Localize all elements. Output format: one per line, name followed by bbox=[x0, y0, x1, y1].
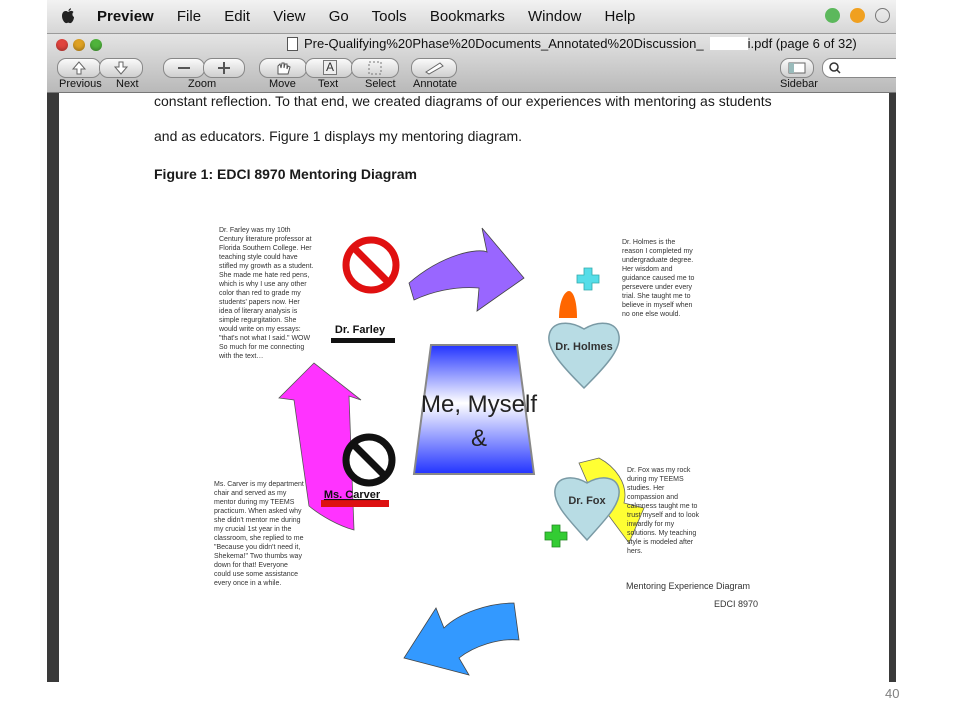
text-tool-button[interactable] bbox=[305, 58, 353, 78]
menu-bookmarks[interactable]: Bookmarks bbox=[429, 8, 505, 25]
no-sign-black-icon bbox=[346, 437, 392, 483]
fox-line: studies. Her bbox=[627, 485, 665, 492]
carver-line: could use some assistance bbox=[214, 571, 299, 578]
farley-line: stifled my growth as a student. bbox=[219, 263, 314, 270]
text-label: Text bbox=[318, 78, 339, 90]
annotate-button[interactable] bbox=[411, 58, 457, 78]
fox-line: trust myself and to look bbox=[627, 512, 699, 519]
fox-line: style is modeled after bbox=[627, 539, 694, 546]
holmes-line: believe in myself when bbox=[622, 302, 693, 309]
fox-line: Dr. Fox was my rock bbox=[627, 467, 691, 474]
heart-holmes bbox=[549, 323, 619, 388]
zoom-in-button[interactable] bbox=[203, 58, 245, 78]
heart-fox bbox=[555, 478, 619, 540]
previous-label: Previous bbox=[59, 78, 102, 90]
carver-line: practicum. When asked why bbox=[214, 508, 302, 515]
select-grid-icon bbox=[352, 59, 398, 77]
fox-line: calmness taught me to bbox=[627, 503, 698, 510]
sidebar-label: Sidebar bbox=[780, 78, 818, 90]
fox-label: Dr. Fox bbox=[568, 495, 606, 507]
menu-status-area bbox=[825, 8, 890, 23]
body-line-2: and as educators. Figure 1 displays my mentoring diagram. bbox=[154, 128, 523, 144]
arrow-down-icon bbox=[100, 59, 142, 77]
farley-description bbox=[218, 227, 314, 360]
zoom-label: Zoom bbox=[188, 78, 217, 90]
window-controls bbox=[56, 39, 102, 51]
purple-arrow bbox=[409, 228, 524, 311]
holmes-line: no one else would. bbox=[622, 311, 681, 318]
carver-underline bbox=[321, 500, 389, 507]
figure-caption: Figure 1: EDCI 8970 Mentoring Diagram bbox=[154, 166, 417, 182]
next-label: Next bbox=[116, 78, 139, 90]
zoom-window-button[interactable] bbox=[90, 39, 102, 51]
farley-line: So much for me connecting bbox=[219, 344, 305, 351]
plus-icon bbox=[204, 59, 244, 77]
farley-line: would write on my essays: bbox=[219, 326, 301, 333]
farley-line: students' papers now. Her bbox=[219, 299, 300, 306]
farley-label: Dr. Farley bbox=[334, 324, 386, 336]
farley-line: idea of literary analysis is bbox=[219, 308, 298, 315]
blue-arrow bbox=[404, 603, 519, 675]
menu-window[interactable]: Window bbox=[528, 8, 582, 25]
carver-line: Shekema!" Two thumbs way bbox=[214, 553, 302, 560]
farley-underline bbox=[331, 338, 395, 343]
farley-line: "that's not what I said." WOW bbox=[219, 335, 311, 342]
menu-help[interactable]: Help bbox=[604, 8, 636, 25]
move-tool-button[interactable] bbox=[259, 58, 307, 78]
carver-description bbox=[214, 481, 304, 587]
menu-app-name[interactable]: Preview bbox=[97, 8, 154, 25]
farley-line: with the text… bbox=[219, 353, 264, 360]
holmes-line: Dr. Holmes is the bbox=[622, 239, 676, 246]
farley-line: Dr. Farley was my 10th bbox=[219, 227, 291, 234]
hand-icon bbox=[260, 59, 306, 77]
carver-line: "Because you didn't need it, bbox=[214, 544, 301, 551]
holmes-line: reason I completed my bbox=[622, 248, 693, 255]
fox-line: during my TEEMS bbox=[627, 476, 684, 483]
holmes-line: Her wisdom and bbox=[622, 266, 673, 273]
minimize-window-button[interactable] bbox=[73, 39, 85, 51]
body-line-1: constant reflection. To that end, we created diagrams of our experiences with mentoring as students bbox=[154, 93, 772, 109]
mentoring-diagram bbox=[59, 188, 889, 682]
holmes-line: trial. She taught me to bbox=[622, 293, 691, 300]
holmes-line: guidance caused me to bbox=[622, 275, 695, 282]
status-check-icon[interactable] bbox=[825, 8, 840, 23]
fox-line: compassion and bbox=[627, 494, 678, 501]
sidebar-icon bbox=[781, 59, 813, 77]
carver-line: mentor during my TEEMS bbox=[214, 499, 295, 506]
carver-line: down for that! Everyone bbox=[214, 562, 288, 569]
cyan-plus-icon bbox=[577, 268, 599, 290]
farley-line: teaching style could have bbox=[219, 254, 298, 261]
search-icon bbox=[827, 60, 843, 76]
holmes-label: Dr. Holmes bbox=[555, 341, 613, 353]
menu-bar bbox=[47, 0, 896, 34]
fox-line: solutions. My teaching bbox=[627, 530, 697, 537]
carver-line: every once in a while. bbox=[214, 580, 282, 587]
redacted-block bbox=[710, 37, 748, 50]
minus-icon bbox=[164, 59, 204, 77]
window-toolbar bbox=[47, 34, 896, 93]
next-button[interactable] bbox=[99, 58, 143, 78]
sidebar-button[interactable] bbox=[780, 58, 814, 78]
orange-shape bbox=[559, 291, 577, 318]
select-label: Select bbox=[365, 78, 396, 90]
farley-line: She made me hate red pens, bbox=[219, 272, 310, 279]
preview-window bbox=[47, 0, 896, 682]
pencil-icon bbox=[412, 59, 456, 77]
carver-line: she didn't mentor me during bbox=[214, 517, 301, 524]
carver-line: Ms. Carver is my department bbox=[214, 481, 304, 488]
farley-line: color than red to grade my bbox=[219, 290, 301, 297]
holmes-line: persevere under every bbox=[622, 284, 693, 291]
arrow-up-icon bbox=[58, 59, 100, 77]
move-label: Move bbox=[269, 78, 296, 90]
window-title bbox=[287, 36, 857, 51]
menu-go[interactable]: Go bbox=[328, 8, 349, 25]
document-icon bbox=[287, 37, 298, 51]
diagram-footer-course: EDCI 8970 bbox=[714, 599, 759, 609]
holmes-description bbox=[622, 239, 694, 318]
menu-tools[interactable]: Tools bbox=[371, 8, 407, 25]
time-machine-icon[interactable] bbox=[875, 8, 890, 23]
no-sign-red-icon bbox=[346, 240, 396, 290]
holmes-line: undergraduate degree. bbox=[622, 257, 694, 264]
carver-line: classroom, she replied to me bbox=[214, 535, 304, 542]
annotate-label: Annotate bbox=[413, 78, 458, 90]
farley-line: Florida Southern College. Her bbox=[219, 245, 312, 252]
fox-line: inwardly for my bbox=[627, 521, 675, 528]
carver-line: my crucial 1st year in the bbox=[214, 526, 292, 533]
carver-label: Ms. Carver bbox=[323, 489, 381, 501]
green-plus-icon bbox=[545, 525, 567, 547]
apple-icon[interactable] bbox=[61, 8, 75, 24]
title-end: i.pdf (page 6 of 32) bbox=[747, 36, 857, 51]
pdf-page[interactable] bbox=[59, 93, 889, 682]
text-tool-icon: A bbox=[323, 60, 337, 75]
carver-line: chair and served as my bbox=[214, 490, 287, 497]
zoom-out-button[interactable] bbox=[163, 58, 205, 78]
search-input[interactable] bbox=[822, 58, 896, 78]
select-tool-button[interactable] bbox=[351, 58, 399, 78]
farley-line: simple regurgitation. She bbox=[219, 317, 297, 324]
previous-button[interactable] bbox=[57, 58, 101, 78]
menu-edit[interactable]: Edit bbox=[224, 8, 251, 25]
slide-number: 40 bbox=[885, 686, 900, 701]
menu-view[interactable]: View bbox=[273, 8, 306, 25]
farley-line: Century literature professor at bbox=[219, 236, 312, 243]
center-ampersand: & bbox=[470, 425, 488, 452]
menu-file[interactable]: File bbox=[176, 8, 202, 25]
title-start: Pre-Qualifying%20Phase%20Documents_Annotated%20Discussion_ bbox=[304, 36, 704, 51]
diagram-footer-title: Mentoring Experience Diagram bbox=[626, 581, 751, 591]
fox-line: hers. bbox=[627, 548, 643, 555]
close-window-button[interactable] bbox=[56, 39, 68, 51]
farley-line: which is why I use any other bbox=[219, 281, 307, 288]
status-flame-icon[interactable] bbox=[850, 8, 865, 23]
center-title: Me, Myself bbox=[420, 391, 538, 418]
